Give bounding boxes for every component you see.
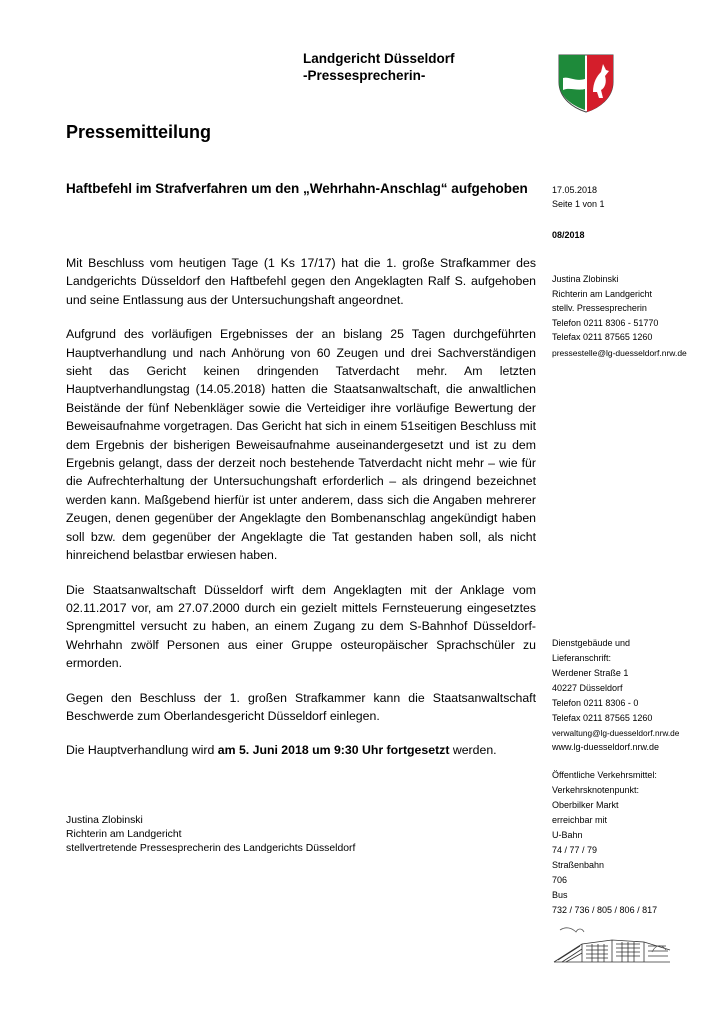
transit-reach: erreichbar mit [552, 815, 608, 825]
headline: Haftbefehl im Strafverfahren um den „Wehrhahn-Anschlag“ aufgehoben [66, 181, 528, 196]
contact-email: pressestelle@lg-duesseldorf.nrw.de [552, 348, 687, 358]
nrw-coat-of-arms-icon [555, 52, 617, 114]
signature-role: stellvertretende Pressesprecherin des Landgerichts Düsseldorf [66, 843, 356, 854]
address-street: Werdener Straße 1 [552, 668, 629, 678]
paragraph-1: Mit Beschluss vom heutigen Tage (1 Ks 17/17) hat die 1. große Strafkammer des Landgerichts Düsseldorf den Haftbefehl gegen den Angeklagten Ralf S. aufgehoben und seine Entlassung aus der Untersuchungshaft angeordnet. [66, 256, 536, 307]
transit-heading: Öffentliche Verkehrsmittel: [552, 770, 657, 780]
contact-fax: Telefax 0211 87565 1260 [552, 332, 653, 342]
paragraph-3: Die Staatsanwaltschaft Düsseldorf wirft dem Angeklagten mit der Anklage vom 02.11.2017 vor, am 27.07.2000 durch ein gezielt mittels Fernsteuerung eingesetztes Sprengmittel versucht zu haben, an einem Zugang zu dem S-Bahnhof Düsseldorf-Wehrhahn zwölf Personen aus einer Gruppe osteuropäischer Sprachschüler zu ermorden. [66, 582, 536, 671]
transit-ubahn-label: U-Bahn [552, 830, 583, 840]
press-role: -Pressesprecherin- [303, 68, 426, 83]
paragraph-2: Aufgrund des vorläufigen Ergebnisses der an bislang 25 Tagen durchgeführten Hauptverhandlung und nach Anhörung von 60 Zeugen und drei Sachverständigen sieht das Gericht keinen dringenden Tatverdacht mehr. Am letzten Hauptverhandlungstag (14.05.2018) hatten die Staatsanwaltschaft, die anwaltlichen Beistände der fünf Nebenkläger sowie die Verteidiger ihre vorläufige Bewertung der Beweisaufnahme vorgetragen. Das Gericht hat sich in einem 51seitigen Beschluss mit dem Ergebnis der bisherigen Beweisaufnahme auseinandergesetzt und ist zu dem Ergebnis gelangt, dass der derzeit noch bestehende Tatverdacht nicht mehr – wie für die Aufrechterhaltung der Untersuchungshaft erforderlich – als dringend bezeichnet werden kann. Maßgebend hierfür ist unter anderem, dass sich die Angaben mehrerer Zeugen, denen gegenüber der Angeklagte den Bombenanschlag angekündigt haben soll bzw. dem gegenüber der Angeklagte die Tat gestanden haben soll, als nicht hinreichend belastbar erwiesen haben. [66, 327, 536, 563]
court-name: Landgericht Düsseldorf [303, 51, 455, 66]
paragraph-5-pre: Die Hauptverhandlung wird [66, 743, 218, 758]
paragraph-5-date: am 5. Juni 2018 um 9:30 Uhr fortgesetzt [217, 743, 450, 758]
paragraph-4: Gegen den Beschluss der 1. großen Strafkammer kann die Staatsanwaltschaft Beschwerde zum Oberlandesgericht Düsseldorf einlegen. [66, 690, 536, 723]
address-email: verwaltung@lg-duesseldorf.nrw.de [552, 728, 680, 738]
contact-title: Richterin am Landgericht [552, 289, 653, 299]
transit-node-label: Verkehrsknotenpunkt: [552, 785, 640, 795]
transit-tram-label: Straßenbahn [552, 860, 605, 870]
court-building-sketch-icon [552, 922, 672, 968]
date: 17.05.2018 [552, 185, 598, 195]
contact-role: stellv. Pressesprecherin [552, 303, 647, 313]
contact-phone: Telefon 0211 8306 - 51770 [552, 318, 659, 328]
transit-bus: 732 / 736 / 805 / 806 / 817 [552, 905, 658, 915]
address-line2: Lieferanschrift: [552, 653, 612, 663]
address-web: www.lg-duesseldorf.nrw.de [552, 742, 660, 752]
release-number: 08/2018 [552, 230, 585, 240]
page-title: Pressemitteilung [66, 122, 212, 142]
paragraph-5-post: werden. [449, 743, 497, 758]
signature-title: Richterin am Landgericht [66, 829, 182, 840]
signature-block [66, 814, 355, 856]
transit-node: Oberbilker Markt [552, 800, 619, 810]
press-release-body [66, 254, 536, 760]
address-fax: Telefax 0211 87565 1260 [552, 713, 653, 723]
signature-name: Justina Zlobinski [66, 815, 143, 826]
address-line1: Dienstgebäude und [552, 638, 631, 648]
paragraph-5 [66, 741, 536, 759]
transit-ubahn: 74 / 77 / 79 [552, 845, 598, 855]
address-phone: Telefon 0211 8306 - 0 [552, 698, 639, 708]
transit-bus-label: Bus [552, 890, 568, 900]
page-info: Seite 1 von 1 [552, 199, 605, 209]
transit-tram: 706 [552, 875, 568, 885]
letterhead [303, 50, 455, 84]
contact-name: Justina Zlobinski [552, 274, 619, 284]
address-city: 40227 Düsseldorf [552, 683, 623, 693]
